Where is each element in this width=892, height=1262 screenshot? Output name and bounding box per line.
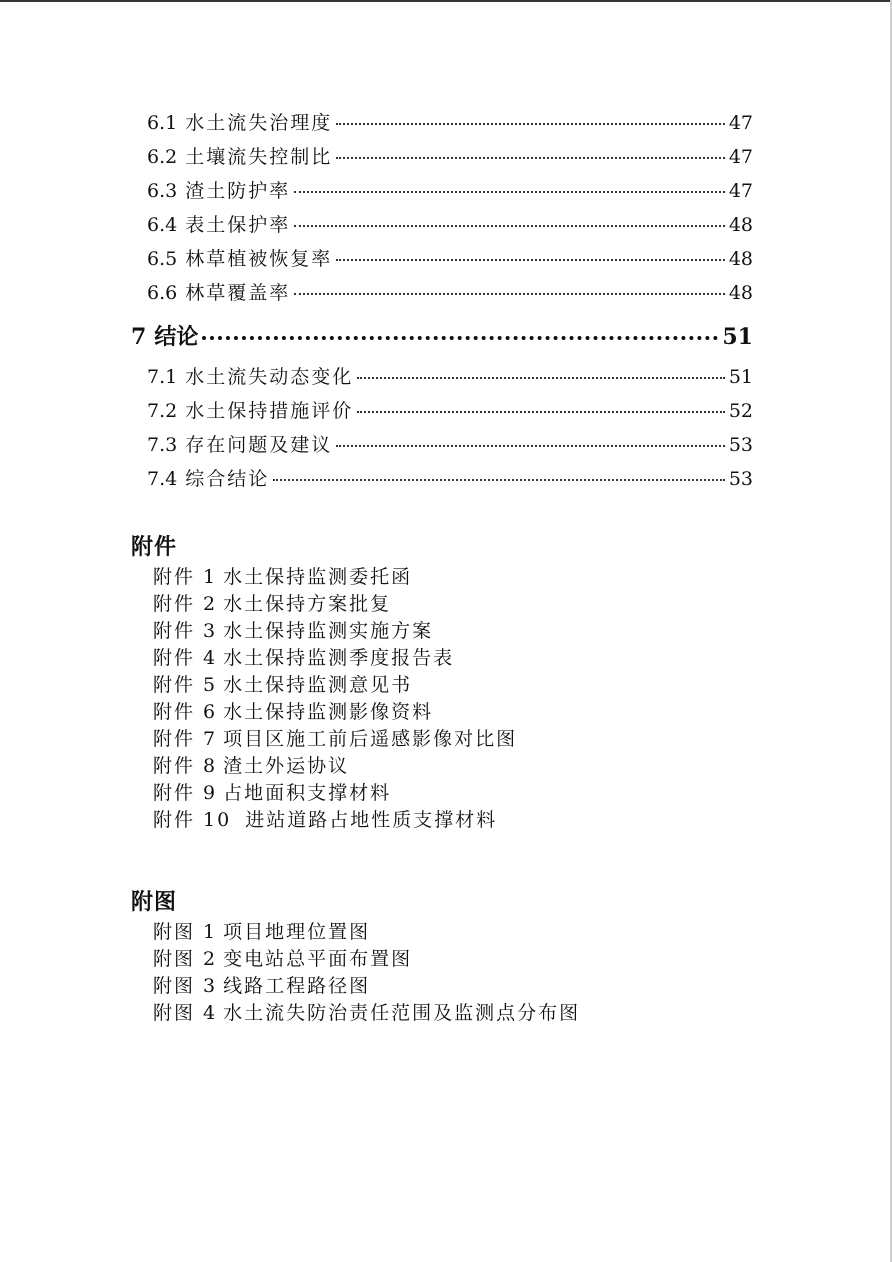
- attachment-text: 水土保持监测影像资料: [223, 701, 434, 723]
- toc-entry[interactable]: [147, 212, 753, 238]
- attachment-text: 水土保持监测实施方案: [223, 620, 434, 642]
- attachment-label: 附件 7: [153, 728, 218, 750]
- toc-leader-dots: [202, 336, 718, 340]
- attachment-text: 进站道路占地性质支撑材料: [245, 809, 498, 831]
- attachment-item[interactable]: [153, 778, 391, 805]
- toc-entry[interactable]: [147, 398, 753, 424]
- attachment-label: 附件 6: [153, 701, 218, 723]
- toc-page-number: 47: [728, 180, 753, 202]
- attachment-item[interactable]: [153, 805, 497, 832]
- figure-label: 附图 1: [153, 921, 218, 943]
- figure-text: 水土流失防治责任范围及监测点分布图: [223, 1002, 581, 1024]
- figure-label: 附图 4: [153, 1002, 218, 1024]
- toc-page-number: 48: [728, 214, 753, 236]
- toc-number: 6.2: [147, 146, 178, 168]
- toc-page-number: 51: [722, 324, 753, 350]
- toc-entry[interactable]: [147, 178, 753, 204]
- toc-entry[interactable]: [147, 466, 753, 492]
- toc-leader-dots: [357, 377, 725, 379]
- toc-number: 6.1: [147, 112, 178, 134]
- toc-title: 林草覆盖率: [185, 282, 291, 304]
- toc-entry[interactable]: [147, 110, 753, 136]
- attachment-text: 项目区施工前后遥感影像对比图: [223, 728, 518, 750]
- figure-text: 线路工程路径图: [223, 975, 371, 997]
- toc-title: 土壤流失控制比: [185, 146, 333, 168]
- toc-number: 7.3: [147, 434, 178, 456]
- attachments-heading: 附件: [131, 534, 178, 560]
- toc-page-number: 48: [728, 248, 753, 270]
- figure-label: 附图 2: [153, 948, 218, 970]
- toc-title: 水土流失治理度: [185, 112, 333, 134]
- toc-entry[interactable]: [147, 280, 753, 306]
- attachment-label: 附件 10: [153, 809, 232, 831]
- figure-text: 变电站总平面布置图: [223, 948, 413, 970]
- toc-entry[interactable]: [147, 246, 753, 272]
- top-border: [0, 0, 892, 2]
- attachment-text: 水土保持监测季度报告表: [223, 647, 455, 669]
- toc-page-number: 47: [728, 112, 753, 134]
- attachment-text: 水土保持监测意见书: [223, 674, 413, 696]
- attachment-label: 附件 3: [153, 620, 218, 642]
- attachment-label: 附件 9: [153, 782, 218, 804]
- toc-leader-dots: [294, 225, 725, 227]
- figure-item[interactable]: [153, 971, 370, 998]
- toc-title: 存在问题及建议: [185, 434, 333, 456]
- toc-number: 7.2: [147, 400, 178, 422]
- toc-leader-dots: [336, 123, 725, 125]
- toc-page-number: 48: [728, 282, 753, 304]
- toc-entry[interactable]: [147, 144, 753, 170]
- attachment-item[interactable]: [153, 670, 412, 697]
- figure-item[interactable]: [153, 917, 370, 944]
- toc-leader-dots: [294, 293, 725, 295]
- toc-page-number: 53: [728, 468, 753, 490]
- figure-item[interactable]: [153, 944, 412, 971]
- toc-entry[interactable]: [147, 432, 753, 458]
- toc-chapter-entry[interactable]: [131, 322, 753, 352]
- toc-page-number: 47: [728, 146, 753, 168]
- attachment-item[interactable]: [153, 724, 517, 751]
- toc-entry[interactable]: [147, 364, 753, 390]
- toc-number: 7.4: [147, 468, 178, 490]
- toc-leader-dots: [273, 479, 725, 481]
- attachment-text: 渣土外运协议: [223, 755, 350, 777]
- toc-leader-dots: [336, 157, 725, 159]
- attachment-text: 水土保持方案批复: [223, 593, 392, 615]
- attachment-label: 附件 2: [153, 593, 218, 615]
- toc-title: 水土流失动态变化: [185, 366, 354, 388]
- attachment-text: 占地面积支撑材料: [223, 782, 392, 804]
- toc-page-number: 53: [728, 434, 753, 456]
- toc-leader-dots: [336, 445, 725, 447]
- attachment-item[interactable]: [153, 697, 433, 724]
- figure-label: 附图 3: [153, 975, 218, 997]
- attachment-item[interactable]: [153, 616, 433, 643]
- toc-page-number: 52: [728, 400, 753, 422]
- toc-number: 6.3: [147, 180, 178, 202]
- toc-chapter-title: 结论: [154, 324, 199, 350]
- toc-chapter-number: 7: [131, 324, 147, 350]
- toc-leader-dots: [294, 191, 725, 193]
- toc-number: 7.1: [147, 366, 178, 388]
- attachment-label: 附件 1: [153, 566, 218, 588]
- attachment-label: 附件 5: [153, 674, 218, 696]
- toc-number: 6.4: [147, 214, 178, 236]
- toc-title: 林草植被恢复率: [185, 248, 333, 270]
- attachment-item[interactable]: [153, 589, 391, 616]
- figure-item[interactable]: [153, 998, 580, 1025]
- toc-title: 表土保护率: [185, 214, 291, 236]
- toc-title: 水土保持措施评价: [185, 400, 354, 422]
- attachment-text: 水土保持监测委托函: [223, 566, 413, 588]
- toc-leader-dots: [357, 411, 725, 413]
- figures-heading: 附图: [131, 889, 178, 915]
- toc-title: 渣土防护率: [185, 180, 291, 202]
- toc-leader-dots: [336, 259, 725, 261]
- toc-page-number: 51: [728, 366, 753, 388]
- toc-number: 6.6: [147, 282, 178, 304]
- attachment-item[interactable]: [153, 751, 349, 778]
- attachment-label: 附件 4: [153, 647, 218, 669]
- toc-title: 综合结论: [185, 468, 270, 490]
- figure-text: 项目地理位置图: [223, 921, 371, 943]
- attachment-item[interactable]: [153, 643, 454, 670]
- attachment-item[interactable]: [153, 562, 412, 589]
- toc-number: 6.5: [147, 248, 178, 270]
- attachment-label: 附件 8: [153, 755, 218, 777]
